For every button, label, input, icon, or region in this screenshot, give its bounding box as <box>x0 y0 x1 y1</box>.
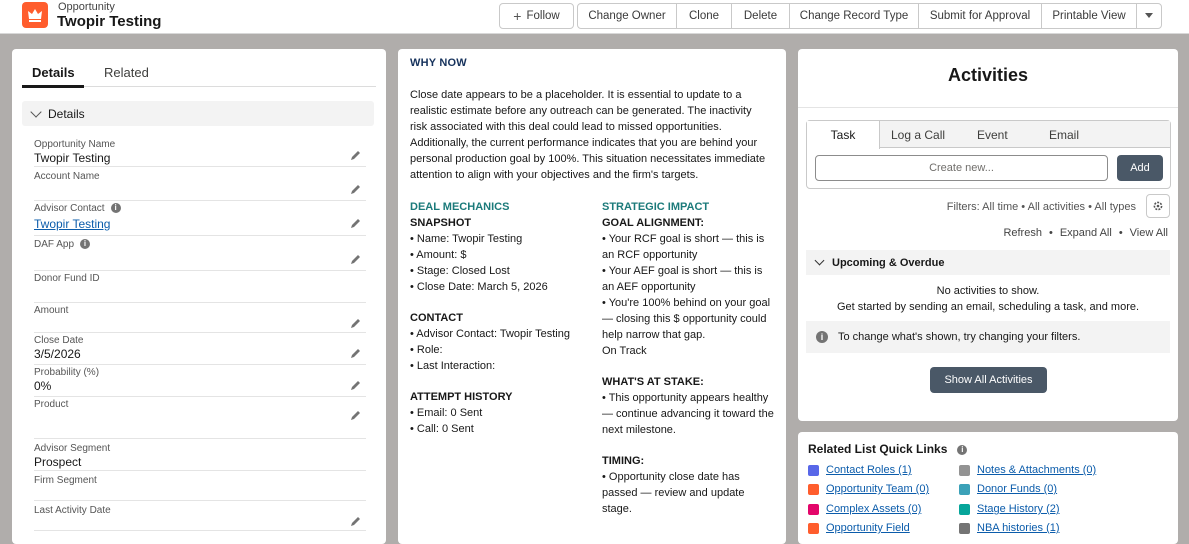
field-firm-segment: Firm Segment <box>34 473 366 501</box>
tab-event[interactable]: Event <box>977 127 1008 142</box>
advisor-contact-link[interactable]: Twopir Testing <box>34 217 111 231</box>
follow-button[interactable]: + Follow <box>499 3 574 29</box>
pencil-icon[interactable] <box>350 379 362 391</box>
chevron-down-icon <box>30 106 41 117</box>
empty-state: No activities to show. Get started by sending an email, scheduling a task, and more. <box>836 285 1140 313</box>
filter-settings-button[interactable] <box>1146 194 1170 218</box>
related-quick-links-panel <box>798 432 1178 544</box>
expand-all-link[interactable]: Expand All <box>1059 227 1112 239</box>
tab-log-a-call[interactable]: Log a Call <box>891 127 946 142</box>
details-panel <box>12 49 386 544</box>
record-header <box>0 0 1189 34</box>
strategic-impact-column: STRATEGIC IMPACT GOAL ALIGNMENT: • Your RCF goal is short — this is an RCF opportunity • Your AEF goal is short — this is an AEF opportunity • You're 100% behind on your goal — closing this $ opportunity could help narrow that gap. On Track WHAT'S AT STAKE: • This opportunity appears healthy — continue advancing it toward the next milestone. TIMING: • Opportunity close date has passed — review and update stage. <box>602 199 778 517</box>
upcoming-overdue-header[interactable]: Upcoming & Overdue <box>806 250 1170 275</box>
delete-button[interactable]: Delete <box>731 3 790 29</box>
info-icon[interactable]: i <box>80 239 90 249</box>
assets-icon <box>808 504 819 515</box>
tab-task[interactable]: Task <box>807 121 880 149</box>
details-section-header[interactable]: Details <box>22 101 374 126</box>
filters-summary: Filters: All time • All activities • All types <box>946 201 1136 213</box>
field-close-date: Close Date 3/5/2026 <box>34 333 366 365</box>
pencil-icon[interactable] <box>350 149 362 161</box>
related-link-opportunity-team[interactable]: Opportunity Team (0) <box>808 483 929 495</box>
team-icon <box>808 484 819 495</box>
printable-view-button[interactable]: Printable View <box>1041 3 1137 29</box>
activities-panel <box>798 49 1178 421</box>
field-opportunity-name: Opportunity Name Twopir Testing <box>34 137 366 167</box>
active-tab-indicator <box>22 85 84 88</box>
contact-roles-icon <box>808 465 819 476</box>
field-daf-app: DAF App i <box>34 237 366 271</box>
change-record-type-button[interactable]: Change Record Type <box>789 3 919 29</box>
gear-icon <box>1152 200 1164 212</box>
filter-note: i To change what's shown, try changing your filters. <box>806 321 1170 353</box>
tab-related[interactable]: Related <box>104 65 149 80</box>
info-icon[interactable]: i <box>957 445 967 455</box>
wrench-icon <box>959 523 970 534</box>
history-icon <box>959 504 970 515</box>
field-advisor-segment: Advisor Segment Prospect <box>34 441 366 471</box>
insight-panel <box>398 49 786 544</box>
why-now-paragraph: Close date appears to be a placeholder. It is essential to update to a realistic estimate before any outreach can be generated. The inactivity risk associated with this deal could lead to missed opportunities. Additionally, the current performance indicates that you are behind your personal production goal by 100%. This situation necessitates immediate attention to align with your objectives and the firm's targets. <box>410 89 766 181</box>
field-donor-fund-id: Donor Fund ID <box>34 271 366 303</box>
clone-button[interactable]: Clone <box>676 3 732 29</box>
why-now-title: WHY NOW <box>410 57 467 69</box>
related-link-stage-history[interactable]: Stage History (2) <box>959 503 1060 515</box>
tab-email[interactable]: Email <box>1049 127 1080 142</box>
submit-for-approval-button[interactable]: Submit for Approval <box>918 3 1042 29</box>
related-link-contact-roles[interactable]: Contact Roles (1) <box>808 464 912 476</box>
record-title: Twopir Testing <box>57 13 162 30</box>
deal-mechanics-column: DEAL MECHANICS SNAPSHOT • Name: Twopir Testing • Amount: $ • Stage: Closed Lost • Close Date: March 5, 2026 CONTACT • Advisor Contact: Twopir Testing • Role: • Last Interaction: ATTEMPT HISTORY • Email: 0 Sent • Call: 0 Sent <box>410 199 590 437</box>
view-all-link[interactable]: View All <box>1129 227 1168 239</box>
related-link-opportunity-field[interactable]: Opportunity Field <box>808 522 910 534</box>
chevron-down-icon <box>815 256 825 266</box>
change-owner-button[interactable]: Change Owner <box>577 3 677 29</box>
related-link-donor-funds[interactable]: Donor Funds (0) <box>959 483 1057 495</box>
activity-composer <box>806 120 1171 189</box>
activity-tabs <box>807 121 1170 148</box>
field-account-name: Account Name <box>34 169 366 201</box>
pencil-icon[interactable] <box>350 347 362 359</box>
info-icon: i <box>816 331 828 343</box>
action-bar <box>499 3 1162 29</box>
detail-tabs <box>22 63 376 87</box>
info-icon[interactable]: i <box>111 203 121 213</box>
field-advisor-contact: Advisor Contact i Twopir Testing <box>34 201 366 236</box>
object-label: Opportunity <box>58 1 115 13</box>
activities-title: Activities <box>947 65 1029 85</box>
show-all-activities-button[interactable]: Show All Activities <box>930 367 1047 393</box>
deal-mechanics-heading: DEAL MECHANICS <box>410 201 510 213</box>
related-link-nba-histories[interactable]: NBA histories (1) <box>959 522 1060 534</box>
related-link-complex-assets[interactable]: Complex Assets (0) <box>808 503 921 515</box>
related-title: Related List Quick Links i <box>808 442 967 456</box>
pencil-icon[interactable] <box>350 409 362 421</box>
refresh-link[interactable]: Refresh <box>1003 227 1042 239</box>
notes-icon <box>959 465 970 476</box>
tab-details[interactable]: Details <box>32 65 75 80</box>
activity-links: Refresh • Expand All • View All <box>1003 227 1168 239</box>
more-actions-button[interactable] <box>1136 3 1162 29</box>
related-link-notes-attachments[interactable]: Notes & Attachments (0) <box>959 464 1096 476</box>
field-last-activity-date: Last Activity Date <box>34 503 366 531</box>
pencil-icon[interactable] <box>350 317 362 329</box>
fund-icon <box>959 484 970 495</box>
create-new-input[interactable]: Create new... <box>815 155 1108 181</box>
crown-icon <box>808 523 819 534</box>
pencil-icon[interactable] <box>350 515 362 527</box>
add-button[interactable]: Add <box>1117 155 1163 181</box>
pencil-icon[interactable] <box>350 253 362 265</box>
strategic-impact-heading: STRATEGIC IMPACT <box>602 201 710 213</box>
pencil-icon[interactable] <box>350 217 362 229</box>
divider <box>798 107 1178 108</box>
crown-icon <box>22 2 48 28</box>
pencil-icon[interactable] <box>350 183 362 195</box>
field-product: Product <box>34 397 366 439</box>
plus-icon: + <box>513 8 522 24</box>
field-amount: Amount <box>34 303 366 333</box>
chevron-down-icon <box>1144 12 1154 20</box>
field-probability: Probability (%) 0% <box>34 365 366 397</box>
